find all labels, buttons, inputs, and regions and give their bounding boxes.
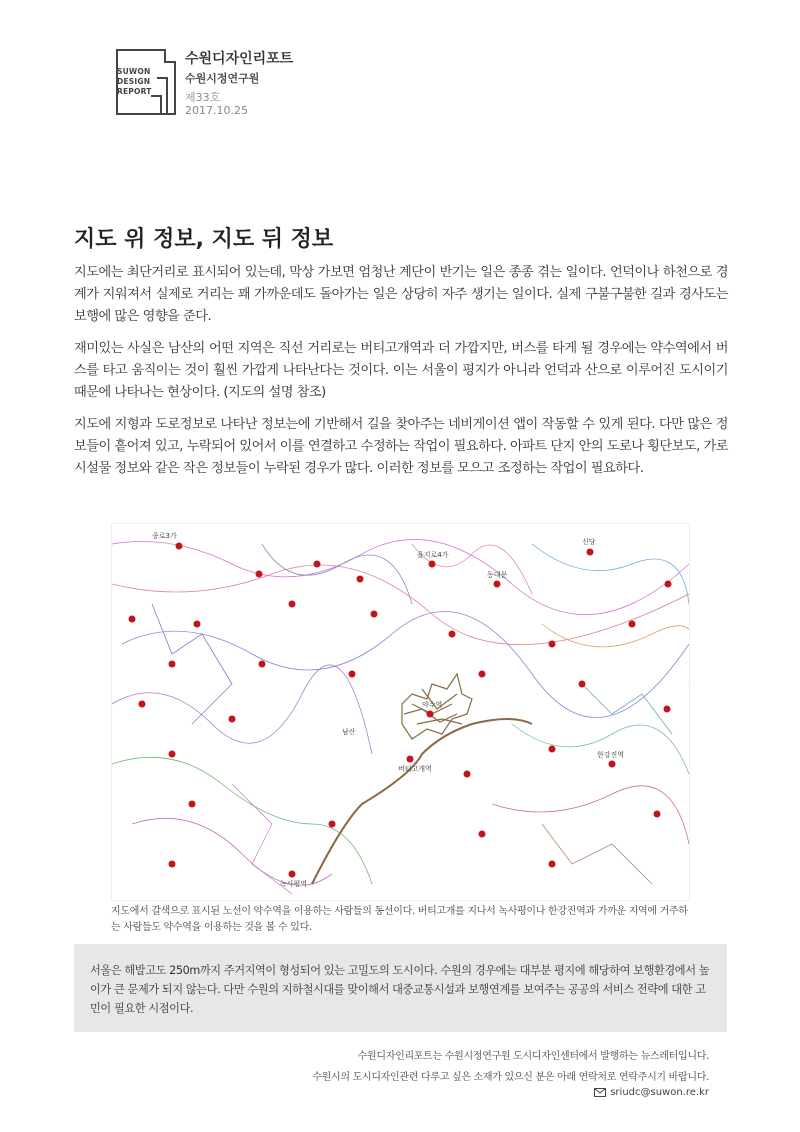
logo-line: DESIGN (117, 77, 151, 86)
email-address[interactable]: sriudc@suwon.re.kr (610, 1087, 709, 1098)
route-map (112, 524, 689, 900)
issue-date: 2017.10.25 (185, 104, 248, 117)
logo-wordmark (117, 67, 152, 97)
mail-icon (594, 1088, 606, 1097)
map-caption: 지도에서 갈색으로 표시된 노선이 약수역을 이용하는 사람들의 동선이다. 버티고개를 지나서 녹사평이나 한강진역과 가까운 지역에 거주하는 사람들도 약수역을 이용하는 것을 볼 수 있다. (111, 906, 688, 933)
map-station-label: 동대문 (487, 571, 508, 579)
article-paragraph: 재미있는 사실은 남산의 어떤 지역은 직선 거리로는 버티고개역과 더 가깝지만, 버스를 타게 될 경우에는 약수역에서 버스를 타고 움직이는 것이 훨씬 가깝게 나타난다는 것이다. 이는 서울이 평지가 아니라 언덕과 산으로 이루어진 도시이기 때문에 나타나는 현상이다. (지도의 설명 참조) (74, 341, 728, 400)
footer-publisher-note: 수원디자인리포트는 수원시정연구원 도시디자인센터에서 발행하는 뉴스레터입니다. (357, 1051, 709, 1062)
article-title: 지도 위 정보, 지도 뒤 정보 (74, 227, 334, 252)
map-station-label: 한강진역 (597, 751, 625, 759)
organization-name: 수원시정연구원 (185, 72, 260, 85)
route-map-figure (111, 523, 690, 901)
report-header (115, 48, 415, 120)
map-station-label: 신당 (582, 538, 596, 546)
article-paragraph: 지도에 지형과 도로정보로 나타난 정보는에 기반해서 길을 찾아주는 네비게이션 앱이 작동할 수 있게 된다. 다만 많은 정보들이 흩어져 있고, 누락되어 있어서 이를 연결하고 수정하는 작업이 필요하다. 아파트 단지 안의 도로나 횡단보도, 가로시설물 정보와 같은 작은 정보들이 누락된 경우가 많다. 이러한 정보를 모으고 조정하는 작업이 필요하다. (74, 417, 728, 476)
footer-email (594, 1087, 709, 1098)
map-station-label: 을지로4가 (417, 551, 449, 559)
footer-contact-note: 수원시의 도시디자인관련 다루고 싶은 소재가 있으신 분은 아래 연락처로 연락주시기 바랍니다. (312, 1072, 709, 1083)
map-station-label: 약수역 (422, 701, 443, 709)
station-markers (129, 543, 672, 878)
summary-note-text: 서울은 해발고도 250m까지 주거지역이 형성되어 있는 고밀도의 도시이다. 수원의 경우에는 대부분 평지에 해당하여 보행환경에서 높이가 큰 문제가 되지 않는다. 다만 수원의 지하철시대를 맞이해서 대중교통시설과 보행연계를 보여주는 공공의 서비스 전략에 대한 고민이 필요한 시점이다. (90, 964, 710, 1015)
logo-line: REPORT (117, 87, 152, 96)
series-title: 수원디자인리포트 (185, 51, 294, 67)
map-station-label: 종로3가 (152, 532, 177, 540)
summary-note-box (74, 944, 727, 1032)
issue-number: 제33호 (185, 91, 221, 104)
logo-line: SUWON (117, 67, 151, 76)
map-station-label: 녹사평역 (280, 880, 308, 888)
map-station-label: 버티고개역 (398, 765, 432, 773)
article-paragraph: 지도에는 최단거리로 표시되어 있는데, 막상 가보면 엄청난 계단이 반기는 일은 종종 겪는 일이다. 언덕이나 하천으로 경계가 지워져서 실제로 거리는 꽤 가까운데도 돌아가는 일은 상당히 자주 생기는 일이다. 실제 구불구불한 길과 경사도는 보행에 많은 영향을 준다. (74, 265, 728, 324)
map-station-label: 남산 (342, 728, 356, 736)
terrain-boundary (312, 719, 532, 884)
